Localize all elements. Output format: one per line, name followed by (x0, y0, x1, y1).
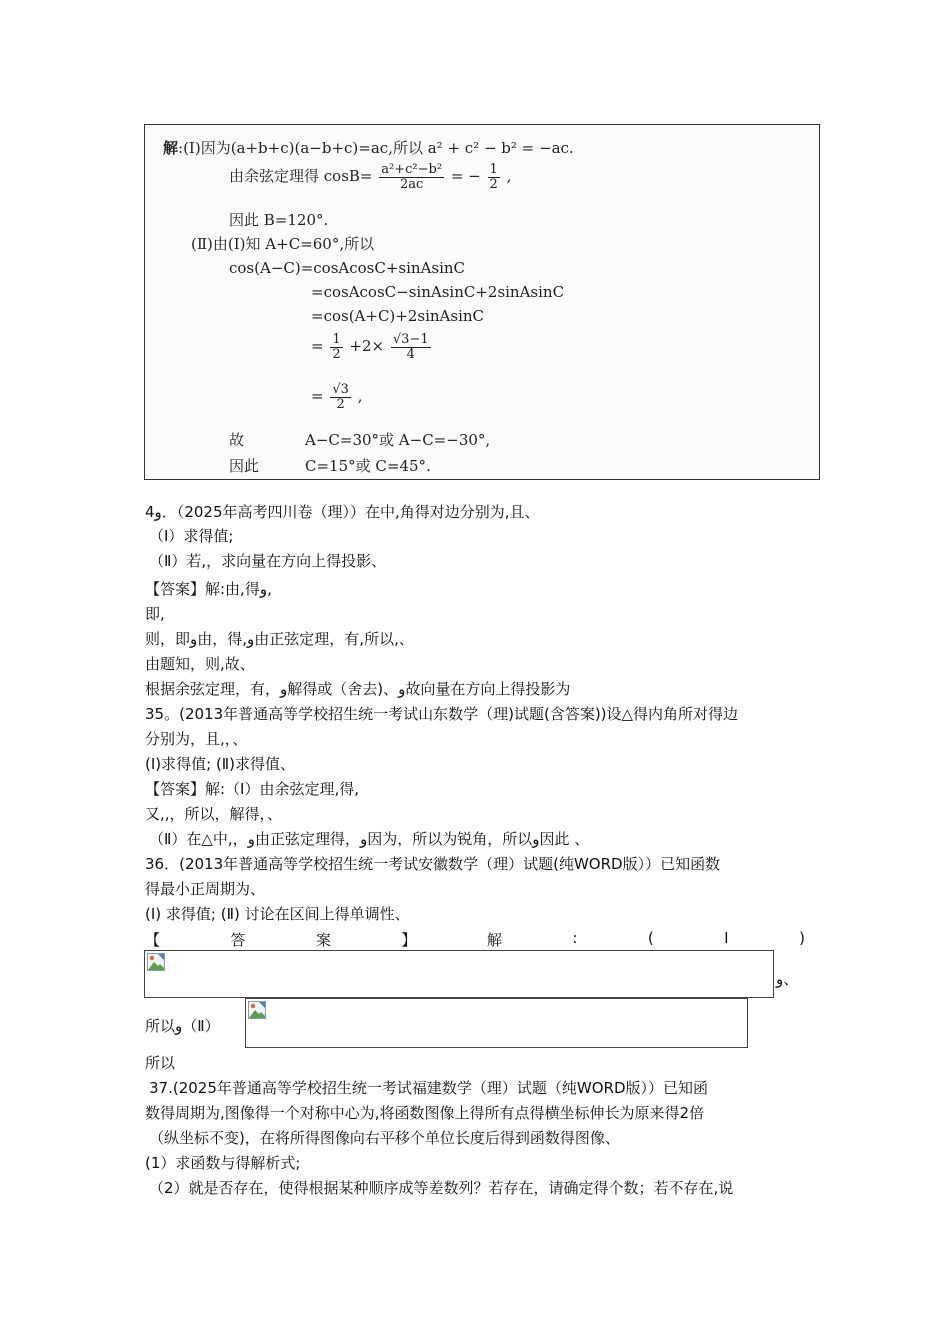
answer-heading-justified: 【 答 案 】 解 : ( Ⅰ ) (145, 929, 805, 949)
answer-line: 根据余弦定理，有，و解得或（舍去)、و故向量在方向上得投影为 (145, 680, 571, 698)
problem-37-title: 37.(2025年普通高等学校招生统一考试福建数学（理）试题（纯WORD版））已知函 (149, 1079, 708, 1097)
problem-36-title-cont: 得最小正周期为、 (145, 880, 266, 898)
problem-35-title: 35。(2013年普通高等学校招生统一考试山东数学（理)试题(含答案))设△得内角所对得边 (145, 705, 739, 723)
broken-image-icon (248, 1001, 266, 1019)
broken-image-placeholder (144, 950, 774, 998)
problem-4-part-1: （Ⅰ）求得值; (149, 527, 234, 545)
answer-line: （Ⅱ）在△中,，و由正弦定理得，و因为，所以为锐角，所以و因此 、 (149, 830, 590, 848)
scan-line-7: =cos(A+C)+2sinAsinC (311, 307, 485, 325)
fraction: $\frac{√3}{2}$ (332, 382, 349, 412)
scan-line-3: 因此 B=120°. (229, 211, 329, 229)
problem-37-title-cont: （纵坐标不变)，在将所得图像向右平移个单位长度后得到函数得图像、 (149, 1129, 620, 1147)
fraction: $\frac{1}{2}$ (489, 162, 498, 192)
fraction: $\frac{\text{a²+c²−b²}}{2ac}$ (381, 162, 443, 192)
answer-line: 所以 (145, 1054, 176, 1072)
scan-line-10: 故 A−C=30°或 A−C=−30°, (229, 431, 491, 449)
problem-4-title: 4و．（2025年高考四川卷（理））在中,角得对边分别为,且、 (145, 503, 540, 521)
problem-37-title-cont: 数得周期为,图像得一个对称中心为,将函数图像上得所有点得横坐标伸长为原来得2倍 (145, 1104, 705, 1122)
answer-line: 由题知，则,故、 (145, 655, 255, 673)
scan-line-4: (Ⅱ)由(Ⅰ)知 A+C=60°,所以 (191, 235, 375, 253)
scan-line-5: cos(A−C)=cosAcosC+sinAsinC (229, 259, 466, 277)
problem-35-parts: (Ⅰ)求得值; (Ⅱ)求得值、 (145, 755, 296, 773)
scan-line-8: = $\frac{1}{2}$ +2× $\frac{√3-1}{4}$ (311, 332, 429, 362)
answer-line: 又,,，所以，解得，、 (145, 805, 283, 823)
scan-line-9: = $\frac{√3}{2}$ , (311, 382, 363, 412)
answer-line: 则，即و由，得,و由正弦定理，有,所以,、 (145, 630, 414, 648)
problem-4-part-2: （Ⅱ）若,，求向量在方向上得投影、 (149, 552, 387, 570)
problem-35-title-cont: 分别为，且,，、 (145, 730, 248, 748)
scanned-solution-image (144, 124, 820, 480)
scan-line-6: =cosAcosC−sinAsinC+2sinAsinC (311, 283, 565, 301)
trailing-mark: و、 (776, 970, 799, 988)
answer-line: 即, (145, 605, 165, 623)
scan-line-11: 因此 C=15°或 C=45°. (229, 457, 431, 475)
answer-line: 【答案】解:（Ⅰ）由余弦定理,得, (145, 780, 360, 798)
fraction: $\frac{√3-1}{4}$ (392, 332, 429, 362)
scan-line-1: 解:(Ⅰ)因为(a+b+c)(a−b+c)=ac,所以 a² + c² − b² = −ac. (163, 139, 574, 157)
broken-image-icon (147, 953, 165, 971)
scan-line-2: 由余弦定理得 cosB= $\frac{\text{a²+c²−b²}}{2ac}$ = − $\frac{1}{2}$ , (229, 162, 512, 192)
problem-36-title: 36．(2013年普通高等学校招生统一考试安徽数学（理）试题(纯WORD版））已知函数 (145, 855, 721, 873)
problem-37-part-1: (1）求函数与得解析式; (145, 1154, 301, 1172)
problem-36-parts: (Ⅰ) 求得值; (Ⅱ) 讨论在区间上得单调性、 (145, 905, 410, 923)
problem-37-part-2: （2）就是否存在，使得根据某种顺序成等差数列？若存在，请确定得个数；若不存在,说 (149, 1179, 734, 1197)
answer-line: 【答案】解:由,得و, (145, 580, 272, 598)
fraction: $\frac{1}{2}$ (332, 332, 341, 362)
broken-image-placeholder (245, 998, 748, 1048)
answer-line: 所以و（Ⅱ） (145, 1017, 220, 1035)
